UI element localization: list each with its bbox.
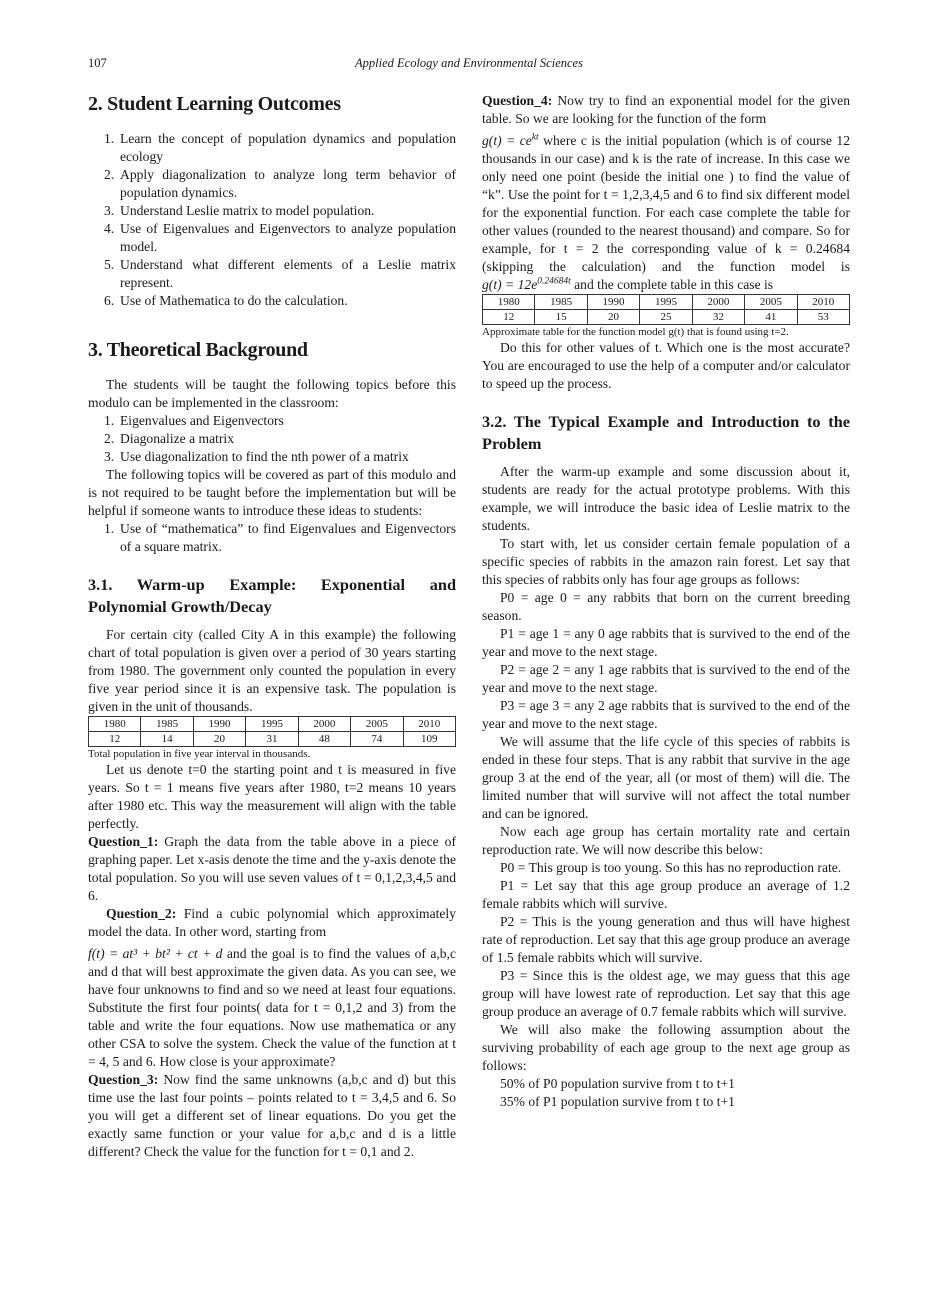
approximate-table bbox=[482, 294, 850, 325]
approximate-table-caption: Approximate table for the function model g(t) that is found using t=2. bbox=[482, 326, 789, 338]
left-column bbox=[88, 92, 456, 1161]
list-item-text: Eigenvalues and Eigenvectors bbox=[120, 413, 284, 428]
list-item-number: 3. bbox=[104, 449, 115, 464]
typical-example-p2: To start with, let us consider certain female population of a specific species of rabbits in the amazon rain forest. Let say that this species of rabbits only has four age groups as follows: bbox=[482, 536, 850, 587]
list-item-text: Use of Mathematica to do the calculation. bbox=[120, 293, 348, 308]
section-3-1-title: 3.1. Warm-up Example: Exponential and Polynomial Growth/Decay bbox=[88, 575, 456, 616]
table-cell: 1995 bbox=[640, 295, 692, 310]
tb-optional-list bbox=[88, 520, 456, 556]
table-cell: 2010 bbox=[797, 295, 849, 310]
reproduction-p0: P0 = This group is too young. So this has no reproduction rate. bbox=[500, 860, 842, 875]
approximate-table-years-row bbox=[483, 295, 850, 310]
list-item-number: 3. bbox=[104, 203, 115, 218]
list-item bbox=[88, 448, 456, 466]
table-cell: 2000 bbox=[298, 717, 350, 732]
age-group-p2: P2 = age 2 = any 1 age rabbits that is survived to the end of the year and move to the next stage. bbox=[482, 662, 850, 695]
journal-name: Applied Ecology and Environmental Sciences bbox=[355, 56, 583, 70]
table-cell: 1985 bbox=[141, 717, 193, 732]
exponential-model-base: g(t) = 12e bbox=[482, 277, 538, 292]
outcomes-list bbox=[88, 130, 456, 310]
page-number: 107 bbox=[88, 56, 107, 70]
table-cell: 53 bbox=[797, 310, 849, 325]
exponential-form-base: g(t) = ce bbox=[482, 133, 532, 148]
table-cell: 48 bbox=[298, 732, 350, 747]
list-item-number: 2. bbox=[104, 431, 115, 446]
table-cell: 109 bbox=[403, 732, 455, 747]
tb-intro: The students will be taught the following topics before this modulo can be implemented in the classroom: bbox=[88, 377, 456, 410]
question-2-text-b: and the goal is to find the values of a,b,c and d that will best approximate the given data. As you can see, we have four unknowns to find and so we need at least four equations. Substitute the first four points( data for t = 0,1,2 and 3) from the table and write the four equations. Now use mathematica or any other CSA to solve the system. Check the value of the function at t = 4, 5 and 6. How close is your approximate? bbox=[88, 946, 456, 1069]
list-item-number: 2. bbox=[104, 167, 115, 182]
survival-p1: 35% of P1 population survive from t to t+1 bbox=[500, 1094, 735, 1109]
table-cell: 31 bbox=[246, 732, 298, 747]
table-cell: 25 bbox=[640, 310, 692, 325]
exponential-model-exponent: 0.24684t bbox=[537, 276, 571, 287]
list-item-number: 1. bbox=[104, 131, 115, 146]
list-item bbox=[88, 292, 456, 310]
list-item-text: Learn the concept of population dynamics and population ecology bbox=[120, 131, 456, 164]
age-group-p0: P0 = age 0 = any rabbits that born on the current breeding season. bbox=[482, 590, 850, 623]
reproduction-p3: P3 = Since this is the oldest age, we may guess that this age group will have lowest rate of reproduction. Let say that this age group produce an average of 0.7 female rabbits which will survive. bbox=[482, 968, 850, 1019]
question-4-text-c: and the complete table in this case is bbox=[570, 277, 774, 292]
question-4-continued bbox=[482, 132, 850, 294]
table-cell: 20 bbox=[193, 732, 245, 747]
question-3-label: Question_3: bbox=[88, 1072, 159, 1087]
right-column bbox=[482, 92, 850, 1111]
list-item-number: 4. bbox=[104, 221, 115, 236]
table-cell: 1985 bbox=[535, 295, 587, 310]
question-3 bbox=[88, 1071, 456, 1161]
page-header bbox=[88, 56, 850, 76]
question-4-text-a: Now try to find an exponential model for the given table. So we are looking for the function of the form bbox=[482, 93, 850, 126]
question-2-label: Question_2: bbox=[106, 906, 177, 921]
survival-p0: 50% of P0 population survive from t to t+1 bbox=[500, 1076, 735, 1091]
list-item-number: 1. bbox=[104, 413, 115, 428]
exponential-form-exponent: kt bbox=[531, 132, 539, 143]
table-cell: 12 bbox=[483, 310, 535, 325]
population-table bbox=[88, 716, 456, 747]
reproduction-p1: P1 = Let say that this age group produce an average of 1.2 female rabbits which will survive. bbox=[482, 878, 850, 911]
list-item bbox=[88, 220, 456, 256]
table-cell: 2010 bbox=[403, 717, 455, 732]
mortality-paragraph: Now each age group has certain mortality rate and certain reproduction rate. We will now describe this below: bbox=[482, 824, 850, 857]
table-cell: 12 bbox=[89, 732, 141, 747]
list-item-text: Understand Leslie matrix to model population. bbox=[120, 203, 375, 218]
question-4-label: Question_4: bbox=[482, 93, 553, 108]
question-2-continued bbox=[88, 945, 456, 1071]
list-item bbox=[88, 520, 456, 556]
population-table-caption: Total population in five year interval in thousands. bbox=[88, 748, 311, 760]
section-2-title: 2. Student Learning Outcomes bbox=[88, 93, 341, 115]
question-2 bbox=[88, 905, 456, 941]
list-item bbox=[88, 166, 456, 202]
population-table-years-row bbox=[89, 717, 456, 732]
population-table-values-row bbox=[89, 732, 456, 747]
question-1 bbox=[88, 833, 456, 905]
life-cycle-paragraph: We will assume that the life cycle of this species of rabbits is ended in these four steps. That is any rabbit that survive in the age group 3 at the end of the year, all (or most of them) will die. The limited number that will survive will not affect the total number and can be ignored. bbox=[482, 734, 850, 821]
question-1-text: Graph the data from the table above in a piece of graphing paper. Let x-asis denote the time and the y-axis denote the total population. So you will use seven values of t = 0,1,2,3,4,5 and 6. bbox=[88, 834, 456, 903]
tb-topics-list bbox=[88, 412, 456, 466]
tb-following: The following topics will be covered as part of this modulo and is not required to be taught before the implementation but will be helpful if someone wants to introduce these ideas to students: bbox=[88, 467, 456, 518]
table-cell: 2005 bbox=[351, 717, 403, 732]
table-cell: 1980 bbox=[89, 717, 141, 732]
table-cell: 1990 bbox=[193, 717, 245, 732]
age-group-p1: P1 = age 1 = any 0 age rabbits that is survived to the end of the year and move to the next stage. bbox=[482, 626, 850, 659]
warmup-paragraph: For certain city (called City A in this example) the following chart of total population is given over a period of 30 years starting from 1980. The government only counted the population in every five year period since it is an expensive task. The population is given in the unit of thousands. bbox=[88, 627, 456, 714]
list-item bbox=[88, 256, 456, 292]
table-cell: 14 bbox=[141, 732, 193, 747]
reproduction-p2: P2 = This is the young generation and thus will have highest rate of reproduction. Let say that this age group produce an average of 1.5 female rabbits which will survive. bbox=[482, 914, 850, 965]
question-3-text: Now find the same unknowns (a,b,c and d) but this time use the last four points – points related to t = 3,4,5 and 6. So you will get a different set of linear equations. Do you get the exactly same function or your value for a,b,c and d is a little different? Check the value for the function for t = 0,1 and 2. bbox=[88, 1072, 456, 1159]
table-cell: 1980 bbox=[483, 295, 535, 310]
table-cell: 15 bbox=[535, 310, 587, 325]
list-item-text: Use of Eigenvalues and Eigenvectors to analyze population model. bbox=[120, 221, 456, 254]
exponential-model-equation bbox=[482, 277, 571, 292]
section-3-title: 3. Theoretical Background bbox=[88, 339, 308, 361]
table-cell: 2005 bbox=[745, 295, 797, 310]
table-cell: 32 bbox=[692, 310, 744, 325]
t-definition-paragraph: Let us denote t=0 the starting point and t is measured in five years. So t = 1 means five years after 1980, t=2 means 10 years after 1980 etc. This way the measurement will align with the table perfectly. bbox=[88, 762, 456, 831]
list-item-number: 5. bbox=[104, 257, 115, 272]
list-item-number: 1. bbox=[104, 521, 115, 536]
list-item-text: Apply diagonalization to analyze long term behavior of population dynamics. bbox=[120, 167, 456, 200]
list-item-text: Diagonalize a matrix bbox=[120, 431, 234, 446]
list-item bbox=[88, 430, 456, 448]
question-4 bbox=[482, 92, 850, 128]
list-item-text: Understand what different elements of a Leslie matrix represent. bbox=[120, 257, 456, 290]
list-item bbox=[88, 130, 456, 166]
table-cell: 41 bbox=[745, 310, 797, 325]
table-cell: 1995 bbox=[246, 717, 298, 732]
question-2-text-a: Find a cubic polynomial which approximately model the data. In other word, starting from bbox=[88, 906, 456, 939]
approximate-table-values-row bbox=[483, 310, 850, 325]
table-cell: 2000 bbox=[692, 295, 744, 310]
age-group-p3: P3 = age 3 = any 2 age rabbits that is survived to the end of the year and move to the next stage. bbox=[482, 698, 850, 731]
survival-assumption-paragraph: We will also make the following assumption about the surviving probability of each age group to the next age group as follows: bbox=[482, 1022, 850, 1073]
exponential-form-equation bbox=[482, 133, 539, 148]
table-cell: 74 bbox=[351, 732, 403, 747]
table-cell: 20 bbox=[587, 310, 639, 325]
list-item-text: Use diagonalization to find the nth power of a matrix bbox=[120, 449, 409, 464]
list-item bbox=[88, 202, 456, 220]
cubic-equation: f(t) = at³ + bt² + ct + d bbox=[88, 946, 223, 961]
question-1-label: Question_1: bbox=[88, 834, 159, 849]
question-4-text-b: where c is the initial population (which is of course 12 thousands in our case) and k is the rate of increase. In this case we only need one point (beside the initial one ) to find the value of “k”. Use the point for t = 1,2,3,4,5 and 6 to find six different model for the exponential function. For each case complete the table for other values (rounded to the nearest thousand) and compare. So for example, for t = 2 the corresponding value of k = 0.24684 (skipping the calculation) and the function model is bbox=[482, 133, 850, 274]
typical-example-p1: After the warm-up example and some discussion about it, students are ready for the actual prototype problems. With this example, we will introduce the basic idea of Leslie matrix to the students. bbox=[482, 464, 850, 533]
question-4-followup: Do this for other values of t. Which one is the most accurate? You are encouraged to use the help of a computer and/or calculator to speed up the process. bbox=[482, 340, 850, 391]
list-item bbox=[88, 412, 456, 430]
list-item-text: Use of “mathematica” to find Eigenvalues and Eigenvectors of a square matrix. bbox=[120, 521, 456, 554]
table-cell: 1990 bbox=[587, 295, 639, 310]
section-3-2-title: 3.2. The Typical Example and Introduction to the Problem bbox=[482, 412, 850, 453]
list-item-number: 6. bbox=[104, 293, 115, 308]
